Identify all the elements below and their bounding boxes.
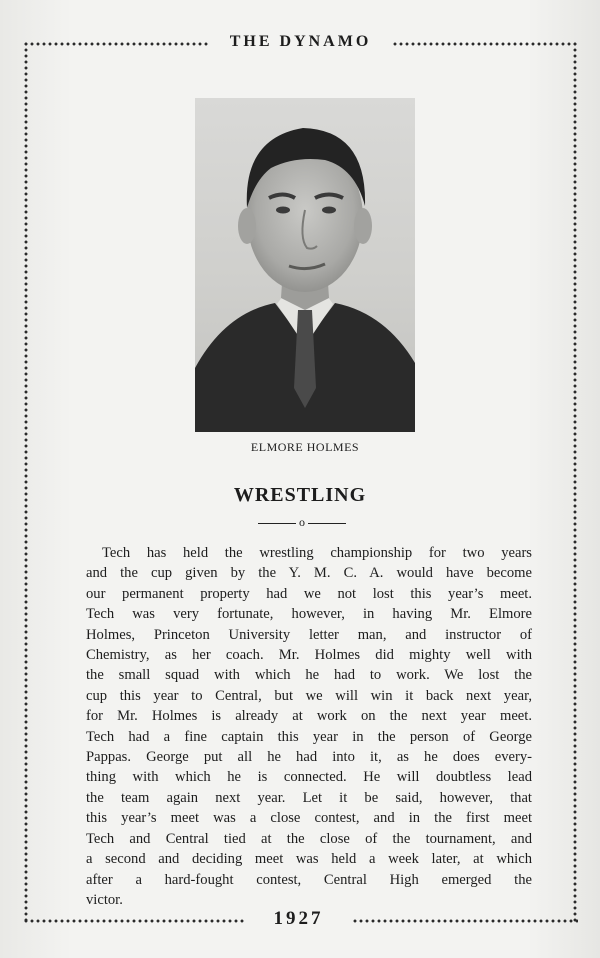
article-line: this year’s meet was a close contest, and in the first meet [86, 810, 532, 827]
article-heading: WRESTLING [233, 484, 367, 506]
article-line: and the cup given by the Y. M. C. A. would have become [86, 565, 532, 582]
page-footer-year: 1927 [273, 908, 324, 929]
article-line: Tech was very fortunate, however, in having Mr. Elmore [86, 606, 532, 623]
article-line: after a hard-fought contest, Central High emerged the [86, 871, 532, 888]
article-line: for Mr. Holmes is already at work on the next year meet. [86, 708, 532, 725]
article-line: a second and deciding meet was held a week later, at which [86, 851, 532, 868]
article-body [86, 543, 532, 910]
portrait-caption: ELMORE HOLMES [250, 440, 360, 454]
article-line: the small squad with which he had to work. We lost the [86, 667, 532, 684]
article-line: cup this year to Central, but we will win it back next year, [86, 687, 532, 704]
ornamental-border-bottom-left [23, 918, 245, 924]
article-line: Pappas. George put all he had into it, as he does every- [86, 749, 532, 766]
article-line: the team again next year. Let it be said, however, that [86, 789, 532, 806]
portrait-illustration [195, 98, 415, 432]
ornamental-border-bottom-right [352, 918, 578, 924]
article-line: Tech has held the wrestling championship for two years [102, 545, 532, 561]
article-line: thing with which he is connected. He will doubtless lead [86, 769, 532, 786]
divider-rule-right [308, 523, 346, 524]
divider-rule-left [258, 523, 296, 524]
article-line: Holmes, Princeton University letter man, and instructor of [86, 626, 532, 643]
ornamental-border-top-right [392, 41, 578, 47]
article-line: our permanent property had we not lost this year’s meet. [86, 585, 532, 602]
ornamental-border-right [572, 41, 578, 924]
ornamental-border-left [23, 41, 29, 924]
portrait-photo [195, 98, 415, 432]
article-line: Chemistry, as her coach. Mr. Holmes did mighty well with [86, 647, 532, 664]
article-line: Tech and Central tied at the close of the tournament, and [86, 830, 532, 847]
divider-ornament: o [299, 515, 305, 529]
ornamental-border-top-left [23, 41, 209, 47]
article-line: victor. [86, 891, 123, 908]
page-header-title: THE DYNAMO [229, 33, 372, 50]
section-divider [258, 515, 346, 529]
article-line: Tech had a fine captain this year in the person of George [86, 728, 532, 745]
